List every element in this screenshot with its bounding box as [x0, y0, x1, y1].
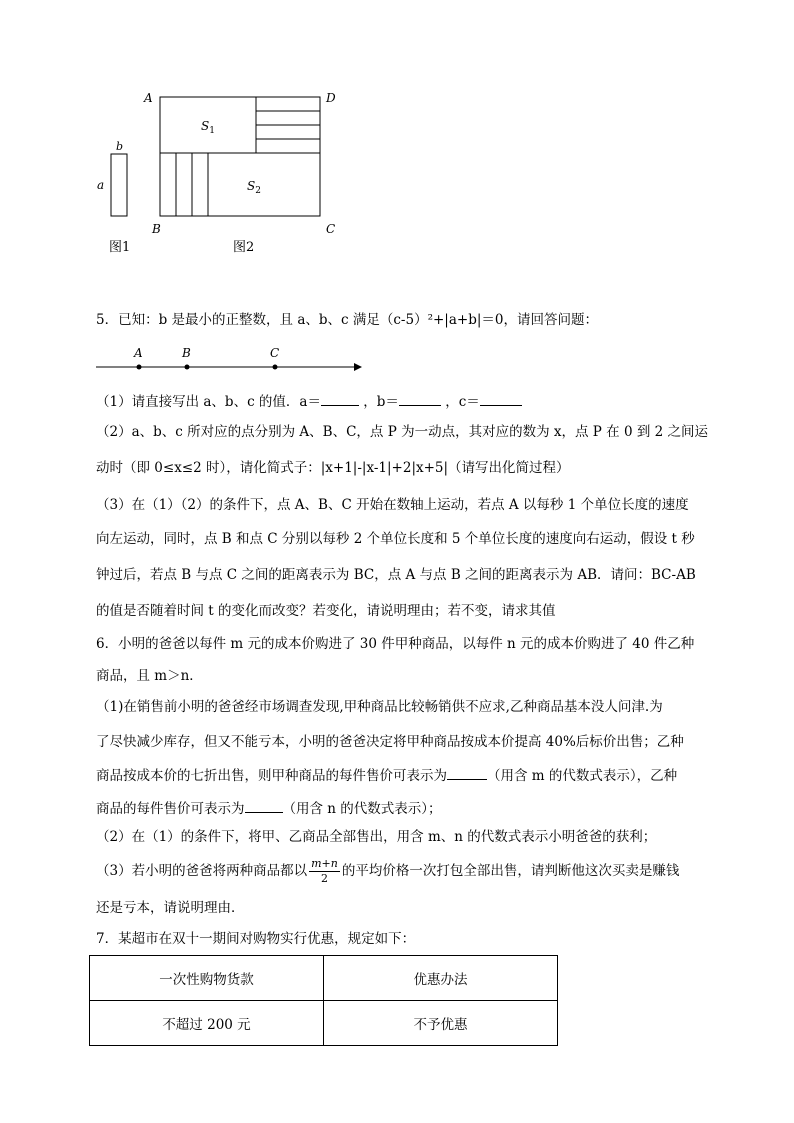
- table-header: 优惠办法: [324, 956, 558, 1001]
- s1-label: S: [201, 119, 210, 133]
- q5-part1-b: ，b＝: [363, 394, 399, 410]
- q5-part1: [96, 391, 522, 411]
- answer-blank-yi-price[interactable]: [245, 798, 283, 813]
- fig1-label: 图1: [109, 240, 131, 255]
- point-a-label: A: [134, 346, 143, 360]
- s1-sub: 1: [209, 126, 215, 136]
- table-cell: 不予优惠: [324, 1001, 558, 1046]
- q6-stem-line1: 6．小明的爸爸以每件 m 元的成本价购进了 30 件甲种商品，以每件 n 元的成本价购进了 40 件乙种: [96, 636, 695, 652]
- fig2-label: 图2: [233, 240, 255, 255]
- q6-part1-line3: [96, 765, 677, 785]
- q6-part1-line4: [96, 798, 442, 818]
- q6-part3-pre: （3）若小明的爸爸将两种商品都以: [96, 863, 308, 879]
- q6-part1-line3-text: 商品按成本价的七折出售，则甲种商品的每件售价可表示为: [96, 768, 447, 784]
- q6-part1-line1: （1)在销售前小明的爸爸经市场调查发现,甲种商品比较畅销供不应求,乙种商品基本没人问津.为: [96, 699, 663, 715]
- rectangle-figure: [0, 0, 360, 270]
- table-header-row: [90, 956, 558, 1001]
- q5-part1-a: （1）请直接写出 a、b、c 的值．a＝: [96, 394, 321, 410]
- fraction-numerator: m+n: [311, 857, 338, 870]
- q7-stem: 7．某超市在双十一期间对购物实行优惠，规定如下：: [96, 931, 416, 947]
- q5-part1-c: ，c＝: [445, 394, 480, 410]
- number-line-arrow: [354, 363, 362, 371]
- q6-part1-line3-end: （用含 m 的代数式表示），乙种: [487, 768, 678, 784]
- table-cell: 不超过 200 元: [90, 1001, 324, 1046]
- point-a-dot: [137, 365, 142, 370]
- svg-text:S2: [247, 179, 261, 196]
- table-row: [90, 1001, 558, 1046]
- svg-text:S1: [201, 119, 215, 136]
- q6-part3-line2: 还是亏本，请说明理由．: [96, 900, 245, 916]
- q6-part3: [96, 856, 679, 886]
- promotion-table: [89, 955, 558, 1046]
- q6-part2: （2）在（1）的条件下，将甲、乙商品全部售出，用含 m、n 的代数式表示小明爸爸的获利；: [96, 829, 657, 845]
- point-c-dot: [273, 365, 278, 370]
- corner-a: A: [144, 91, 153, 105]
- corner-b: B: [152, 222, 161, 236]
- q5-part2-line1: （2）a、b、c 所对应的点分别为 A、B、C，点 P 为一动点，其对应的数为 x，点 P 在 0 到 2 之间运: [96, 424, 709, 440]
- fig1-side-b: b: [116, 140, 124, 153]
- fig2-outer-rectangle: [160, 97, 320, 216]
- q5-stem: 5．已知：b 是最小的正整数，且 a、b、c 满足（c-5）²+|a+b|＝0，请回答问题：: [96, 312, 598, 328]
- corner-d: D: [326, 91, 336, 105]
- fraction-denominator: 2: [320, 872, 328, 885]
- q6-part1-line4-text: 商品的每件售价可表示为: [96, 801, 245, 817]
- fig1-side-a: a: [97, 178, 105, 192]
- q5-part2-line2: 动时（即 0≤x≤2 时），请化简式子：|x+1|-|x-1|+2|x+5|（请写出化简过程）: [96, 460, 570, 476]
- q6-stem-line2: 商品，且 m＞n．: [96, 668, 203, 684]
- s2-sub: 2: [255, 186, 261, 196]
- q6-part3-post: 的平均价格一次打包全部出售，请判断他这次买卖是赚钱: [341, 863, 680, 879]
- s2-label: S: [247, 179, 256, 193]
- corner-c: C: [326, 222, 336, 236]
- q5-part3-line3: 钟过后，若点 B 与点 C 之间的距离表示为 BC，点 A 与点 B 之间的距离表示为 AB．请问：BC-AB: [96, 567, 696, 583]
- answer-blank-a[interactable]: [321, 391, 359, 406]
- average-price-fraction: [309, 857, 340, 886]
- point-b-dot: [185, 365, 190, 370]
- q5-part3-line4: 的值是否随着时间 t 的变化而改变？若变化，请说明理由；若不变，请求其值: [96, 603, 556, 619]
- answer-blank-b[interactable]: [399, 391, 441, 406]
- fig1-rectangle: [111, 154, 127, 216]
- answer-blank-jia-price[interactable]: [447, 765, 487, 780]
- q6-part1-line2: 了尽快减少库存，但又不能亏本，小明的爸爸决定将甲种商品按成本价提高 40%后标价出售；乙种: [96, 734, 684, 750]
- point-c-label: C: [270, 346, 280, 360]
- q5-part3-line2: 向左运动，同时，点 B 和点 C 分别以每秒 2 个单位长度和 5 个单位长度的速度向右运动，假设 t 秒: [96, 531, 695, 547]
- answer-blank-c[interactable]: [480, 391, 522, 406]
- q6-part1-line4-end: （用含 n 的代数式表示）；: [282, 801, 442, 817]
- point-b-label: B: [182, 346, 191, 360]
- q5-part3-line1: （3）在（1）（2）的条件下，点 A、B、C 开始在数轴上运动，若点 A 以每秒 1 个单位长度的速度: [96, 497, 689, 513]
- table-header: 一次性购物货款: [90, 956, 324, 1001]
